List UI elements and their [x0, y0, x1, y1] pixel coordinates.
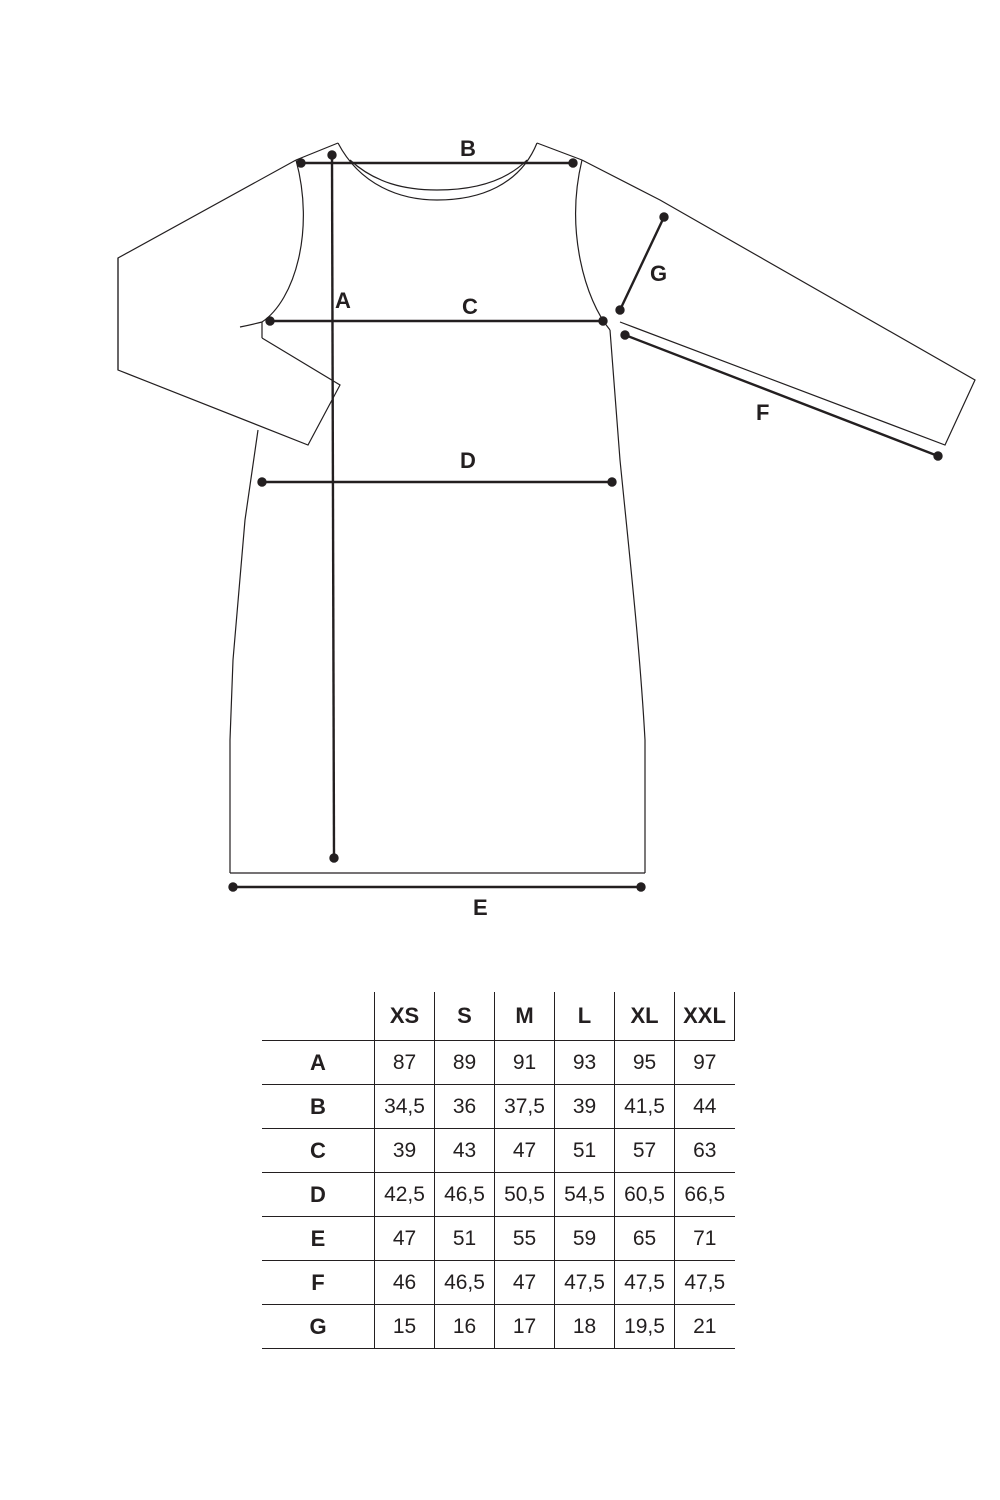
table-cell: 97 — [675, 1041, 735, 1085]
measure-c-dot-right — [600, 318, 607, 325]
table-cell: 42,5 — [375, 1173, 435, 1217]
table-cell: 51 — [435, 1217, 495, 1261]
measurement-lines — [230, 152, 942, 891]
table-cell: 57 — [615, 1129, 675, 1173]
measure-f-dot-start — [622, 332, 629, 339]
table-cell: 89 — [435, 1041, 495, 1085]
left-side-seam — [230, 322, 262, 873]
measure-e-dot-right — [638, 884, 645, 891]
label-c: C — [462, 294, 478, 319]
table-cell: 87 — [375, 1041, 435, 1085]
table-cell: 37,5 — [495, 1085, 555, 1129]
label-f: F — [756, 400, 770, 425]
measure-b-dot-left — [298, 160, 305, 167]
neckline-outer — [338, 143, 537, 200]
size-header-row — [262, 992, 735, 1041]
label-g: G — [650, 261, 668, 286]
table-row — [262, 1041, 735, 1085]
table-cell: 71 — [675, 1217, 735, 1261]
row-label-a: A — [262, 1041, 375, 1085]
table-cell: 21 — [675, 1305, 735, 1349]
table-cell: 66,5 — [675, 1173, 735, 1217]
table-cell: 15 — [375, 1305, 435, 1349]
table-cell: 95 — [615, 1041, 675, 1085]
table-cell: 60,5 — [615, 1173, 675, 1217]
table-cell: 34,5 — [375, 1085, 435, 1129]
table-cell: 47 — [375, 1217, 435, 1261]
table-cell: 91 — [495, 1041, 555, 1085]
measure-b-dot-right — [570, 160, 577, 167]
label-a: A — [335, 288, 351, 313]
measure-d-dot-left — [259, 479, 266, 486]
table-cell: 17 — [495, 1305, 555, 1349]
measure-a-line — [332, 155, 334, 858]
table-cell: 46 — [375, 1261, 435, 1305]
table-cell: 51 — [555, 1129, 615, 1173]
size-header-l: L — [555, 992, 615, 1041]
row-label-d: D — [262, 1173, 375, 1217]
table-cell: 47,5 — [675, 1261, 735, 1305]
table-cell: 93 — [555, 1041, 615, 1085]
right-sleeve — [582, 160, 975, 445]
table-cell: 39 — [375, 1129, 435, 1173]
table-row — [262, 1173, 735, 1217]
table-cell: 59 — [555, 1217, 615, 1261]
table-cell: 54,5 — [555, 1173, 615, 1217]
right-side-seam — [610, 330, 645, 873]
measure-d-dot-right — [609, 479, 616, 486]
dress-outline — [118, 143, 975, 873]
table-cell: 46,5 — [435, 1261, 495, 1305]
table-cell: 47,5 — [555, 1261, 615, 1305]
right-armhole — [576, 160, 610, 330]
row-label-c: C — [262, 1129, 375, 1173]
table-row — [262, 1085, 735, 1129]
measure-g-dot-bottom — [617, 307, 624, 314]
table-cell: 47 — [495, 1129, 555, 1173]
measure-e-dot-left — [230, 884, 237, 891]
row-label-g: G — [262, 1305, 375, 1349]
table-cell: 18 — [555, 1305, 615, 1349]
table-cell: 63 — [675, 1129, 735, 1173]
header-corner — [262, 992, 375, 1041]
table-cell: 55 — [495, 1217, 555, 1261]
left-sleeve — [118, 160, 340, 445]
table-cell: 47 — [495, 1261, 555, 1305]
label-e: E — [473, 895, 488, 920]
measure-a-dot-bottom — [331, 855, 338, 862]
table-cell: 44 — [675, 1085, 735, 1129]
table-cell: 46,5 — [435, 1173, 495, 1217]
table-cell: 43 — [435, 1129, 495, 1173]
row-label-e: E — [262, 1217, 375, 1261]
table-cell: 36 — [435, 1085, 495, 1129]
row-label-b: B — [262, 1085, 375, 1129]
label-d: D — [460, 448, 476, 473]
size-header-xxl: XXL — [675, 992, 735, 1041]
measure-f-dot-end — [935, 453, 942, 460]
right-shoulder — [537, 143, 582, 160]
row-label-f: F — [262, 1261, 375, 1305]
size-header-xs: XS — [375, 992, 435, 1041]
table-cell: 39 — [555, 1085, 615, 1129]
size-chart-table — [262, 992, 735, 1349]
table-row — [262, 1129, 735, 1173]
measurement-labels — [335, 136, 769, 920]
label-b: B — [460, 136, 476, 161]
table-row — [262, 1261, 735, 1305]
table-cell: 65 — [615, 1217, 675, 1261]
table-cell: 16 — [435, 1305, 495, 1349]
table-cell: 41,5 — [615, 1085, 675, 1129]
table-cell: 19,5 — [615, 1305, 675, 1349]
size-header-m: M — [495, 992, 555, 1041]
size-header-s: S — [435, 992, 495, 1041]
table-row — [262, 1217, 735, 1261]
table-row — [262, 1305, 735, 1349]
table-cell: 50,5 — [495, 1173, 555, 1217]
size-header-xl: XL — [615, 992, 675, 1041]
measure-a-dot-top — [329, 152, 336, 159]
measure-c-dot-left — [267, 318, 274, 325]
measure-f-line — [625, 335, 938, 456]
table-cell: 47,5 — [615, 1261, 675, 1305]
measure-g-dot-top — [661, 214, 668, 221]
